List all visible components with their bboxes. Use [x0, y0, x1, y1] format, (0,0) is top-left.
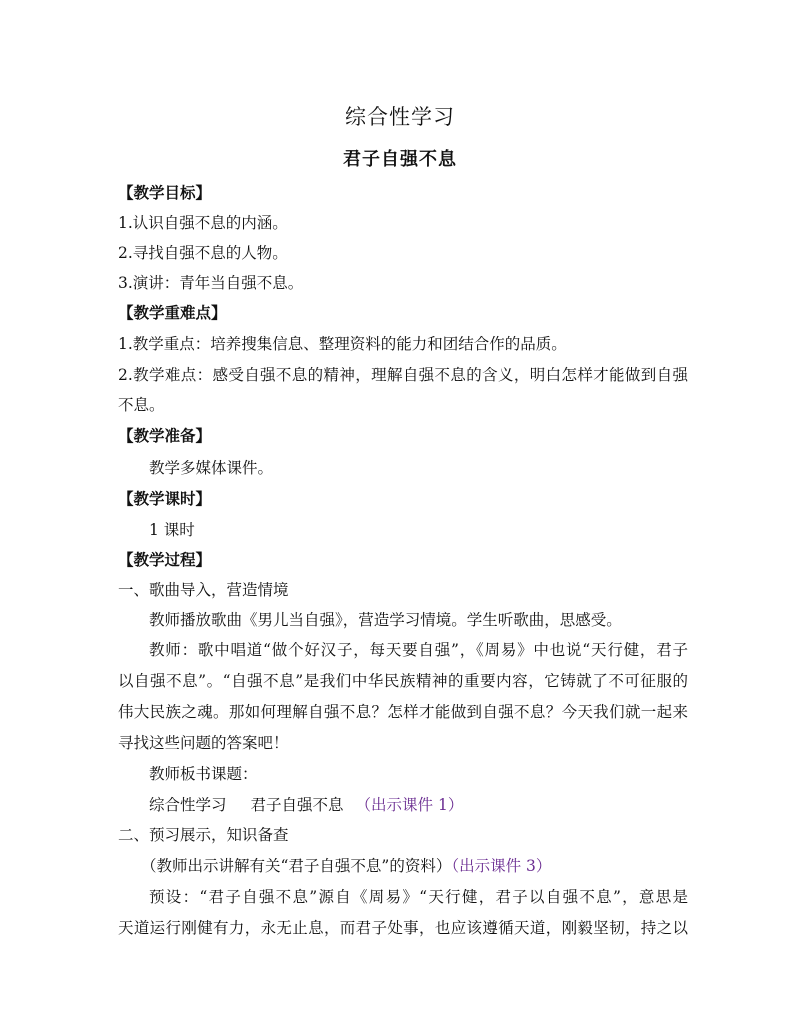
- part-1-heading: 一、歌曲导入，营造情境: [118, 581, 289, 599]
- key-point-1: 1.教学重点：培养搜集信息、整理资料的能力和团结合作的品质。: [118, 335, 567, 353]
- hours-heading: 【教学课时】: [118, 489, 212, 508]
- key-point-2-line-2: 不息。: [118, 396, 165, 414]
- part-1-paragraph-3: 教师板书课题：: [149, 765, 258, 783]
- key-point-2-line-1: 2.教学难点：感受自强不息的精神，理解自强不息的含义，明白怎样才能做到自强: [118, 366, 688, 384]
- board-title-line: [149, 795, 719, 815]
- part-1-paragraph-2-line-4: 寻找这些问题的答案吧！: [118, 734, 289, 752]
- part-2-paragraph-1: [141, 856, 711, 876]
- objective-3: 3.演讲：青年当自强不息。: [118, 274, 304, 292]
- part-2-paragraph-2-line-2: 天道运行刚健有力，永无止息，而君子处事，也应该遵循天道，刚毅坚韧，持之以: [118, 919, 688, 937]
- preparation-text: 教学多媒体课件。: [149, 459, 274, 477]
- document-title: 综合性学习: [345, 105, 455, 129]
- hours-text: 1 课时: [149, 521, 195, 539]
- objectives-heading: 【教学目标】: [118, 183, 212, 202]
- part-1-paragraph-2-line-2: 以自强不息”。“自强不息”是我们中华民族精神的重要内容，它铸就了不可征服的: [118, 672, 688, 690]
- board-title-a: 综合性学习: [149, 796, 227, 814]
- courseware-note-3: （出示课件 3）: [451, 857, 552, 875]
- part-2-paragraph-1-text: （教师出示讲解有关“君子自强不息”的资料）: [141, 857, 452, 875]
- key-points-heading: 【教学重难点】: [118, 303, 227, 322]
- objective-2: 2.寻找自强不息的人物。: [118, 244, 288, 262]
- process-heading: 【教学过程】: [118, 550, 212, 569]
- part-2-heading: 二、预习展示，知识备查: [118, 826, 289, 844]
- document-subtitle: 君子自强不息: [343, 149, 457, 170]
- board-title-b: 君子自强不息: [250, 796, 344, 814]
- courseware-note-1: （出示课件 1）: [355, 796, 464, 814]
- part-2-paragraph-2-line-1: 预设：“君子自强不息”源自《周易》“天行健，君子以自强不息”，意思是: [149, 888, 688, 906]
- objective-1: 1.认识自强不息的内涵。: [118, 214, 288, 232]
- part-1-paragraph-2-line-3: 伟大民族之魂。那如何理解自强不息？怎样才能做到自强不息？今天我们就一起来: [118, 703, 688, 721]
- part-1-paragraph-2-line-1: 教师：歌中唱道“做个好汉子，每天要自强”，《周易》中也说“天行健，君子: [149, 641, 688, 659]
- preparation-heading: 【教学准备】: [118, 426, 212, 445]
- part-1-paragraph-1: 教师播放歌曲《男儿当自强》，营造学习情境。学生听歌曲，思感受。: [149, 611, 622, 629]
